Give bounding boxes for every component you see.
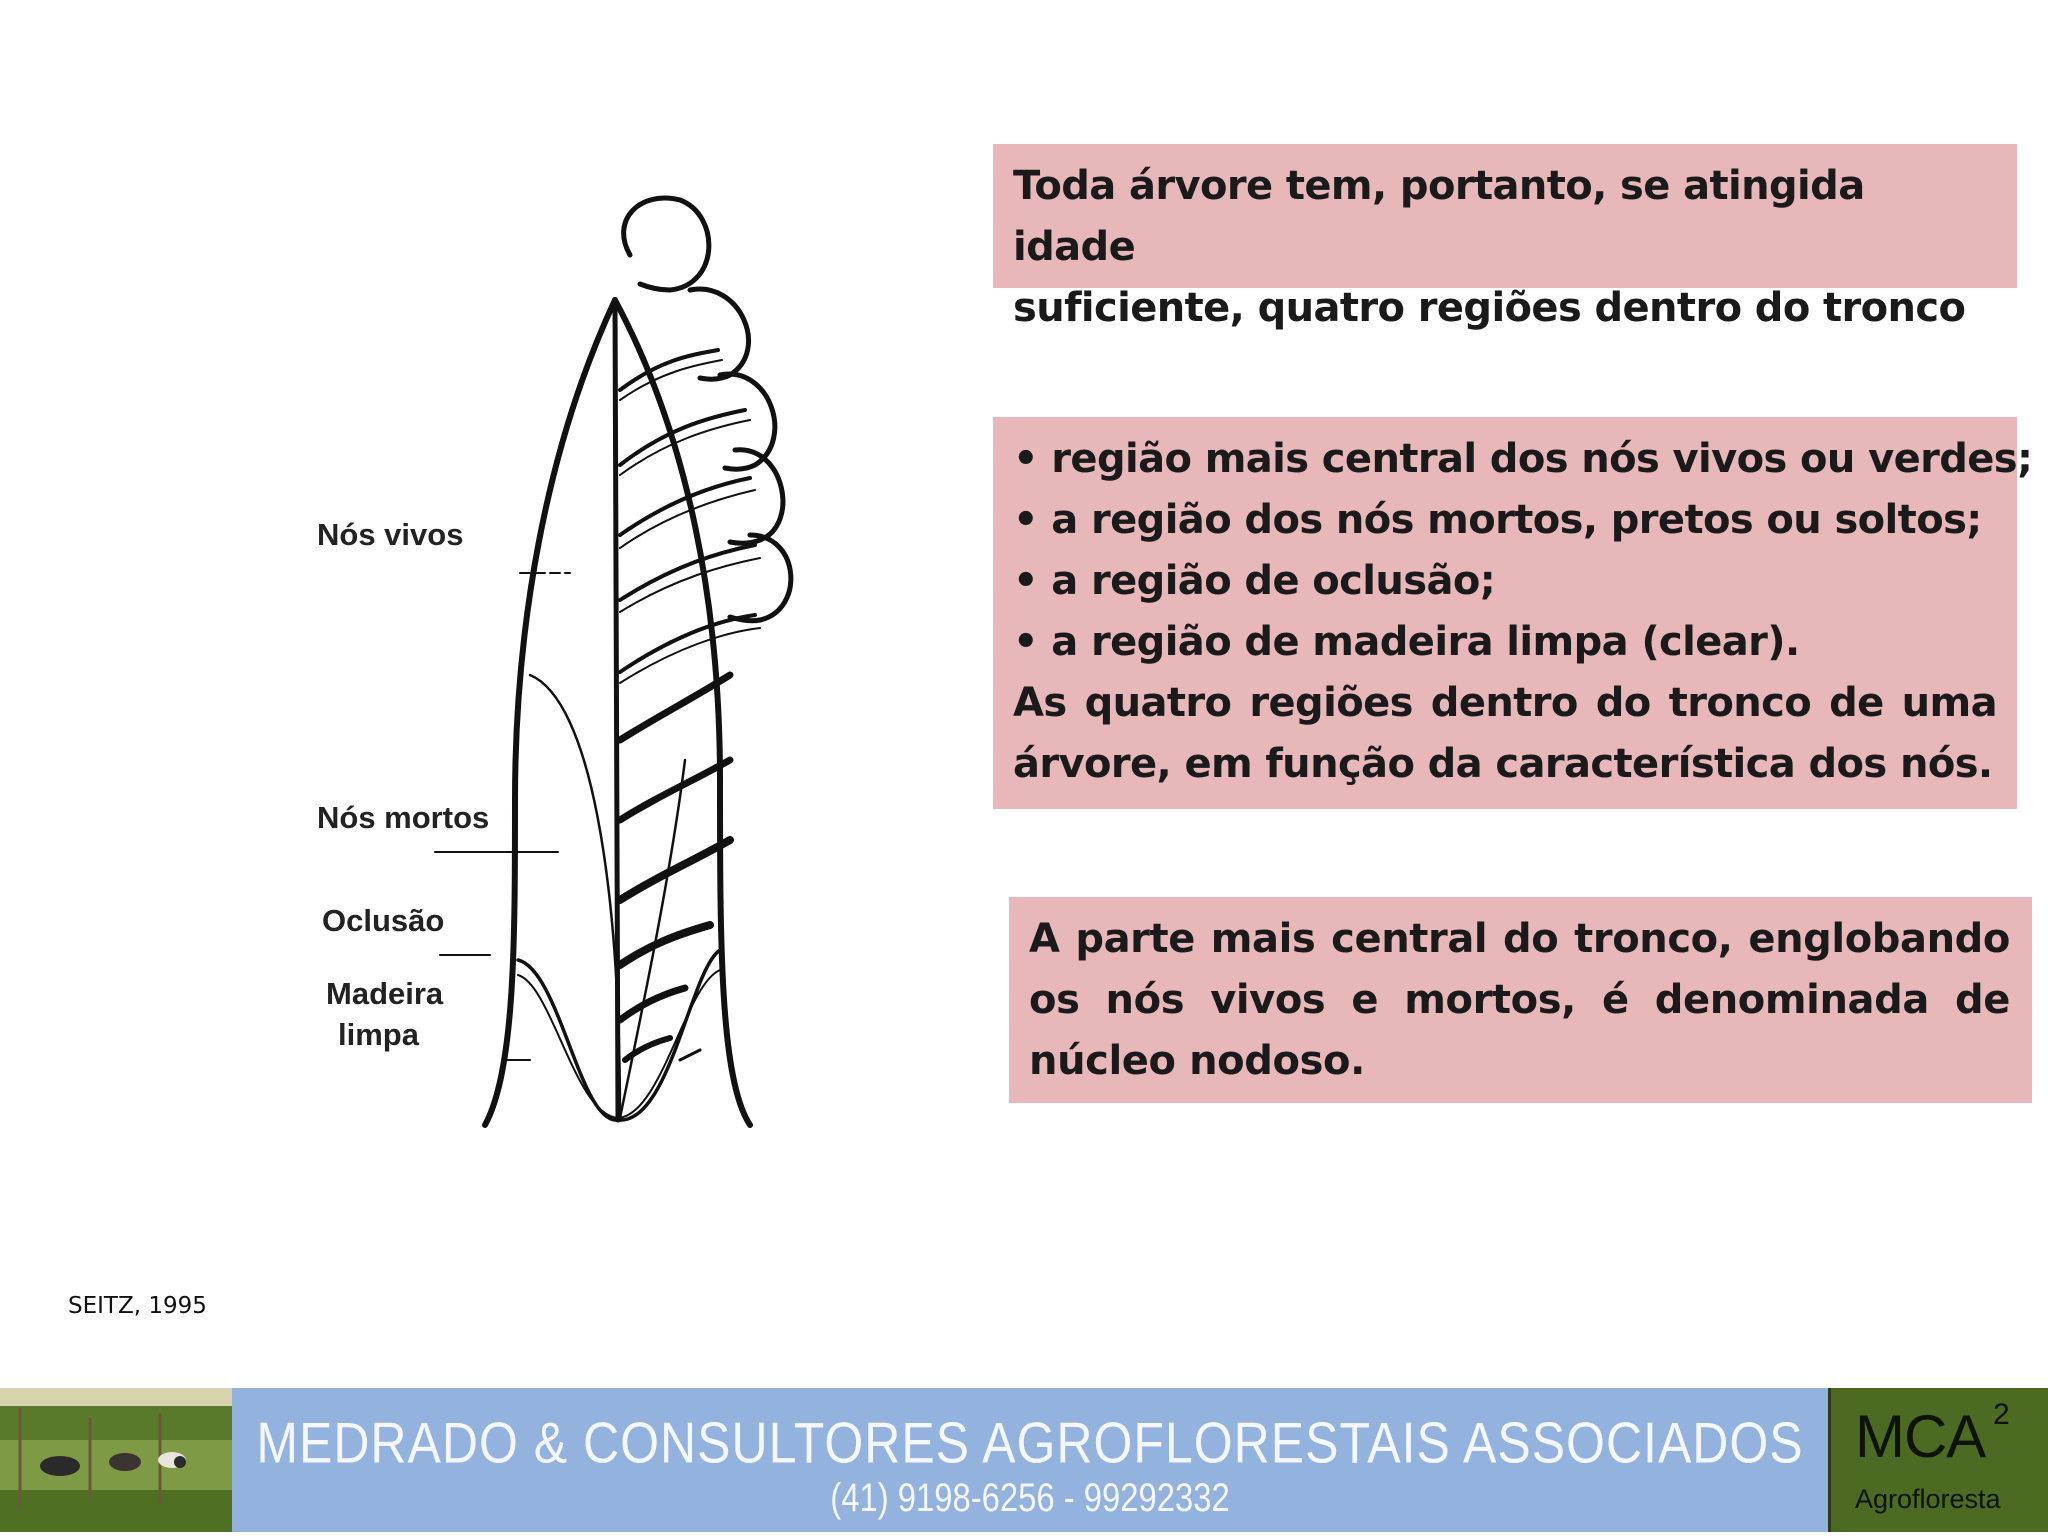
live-branch [620, 628, 760, 683]
region-bullet: • a região de madeira limpa (clear). [1013, 619, 1800, 665]
live-branch [620, 558, 760, 612]
footer-company-band [232, 1388, 1828, 1532]
region-bullet: • a região dos nós mortos, pretos ou soltos; [1013, 497, 1982, 543]
label-nos-vivos: Nós vivos [317, 517, 464, 552]
live-branch [620, 615, 755, 672]
intro-text-box [993, 144, 2017, 331]
citation: SEITZ, 1995 [68, 1293, 207, 1319]
region-bullet: • a região de oclusão; [1013, 558, 1496, 604]
logo-main-text: MCA [1855, 1403, 1986, 1470]
dead-knot [620, 925, 710, 965]
knot-core-text-box: A parte mais central do tronco, englobando os nós vivos e mortos, é denominada de núcleo nodoso. [1009, 897, 2032, 1103]
label-madeira: Madeira [326, 976, 444, 1011]
crown-loop-3 [720, 374, 775, 469]
footer-photo [0, 1388, 232, 1532]
regions-text-box [993, 417, 2033, 809]
regions-paragraph: As quatro regiões dentro do tronco de uma árvore, em função da característica dos nós. [1013, 680, 1997, 787]
dead-knot [620, 988, 685, 1020]
dead-knot [680, 1050, 700, 1060]
label-limpa: limpa [338, 1017, 419, 1052]
label-oclusao: Oclusão [322, 903, 445, 938]
company-phone: (41) 9198-6256 - 99292332 [830, 1476, 1230, 1520]
live-branch [620, 410, 745, 465]
footer-banner [0, 1388, 2048, 1532]
dead-knot [620, 675, 730, 740]
mca-logo [1828, 1388, 2048, 1532]
live-branch [620, 350, 718, 390]
live-branch [620, 545, 755, 600]
trunk-knot-diagram [290, 180, 890, 1150]
dead-knot-cone-left [530, 675, 620, 1118]
company-name: MEDRADO & CONSULTORES AGROFLORESTAIS ASSOCIADOS [256, 1410, 1804, 1476]
trunk-diagram-svg [290, 180, 890, 1150]
intro-line-1: Toda árvore tem, portanto, se atingida idade [1013, 163, 1865, 270]
crown-loop-1 [624, 198, 709, 290]
label-nos-mortos: Nós mortos [317, 800, 490, 835]
intro-line-2: suficiente, quatro regiões dentro do tronco [1013, 285, 1966, 331]
logo-subtitle: Agrofloresta [1855, 1484, 2001, 1514]
logo-superscript: 2 [1993, 1398, 2010, 1431]
dead-knot [620, 760, 730, 820]
dead-knot [620, 840, 730, 900]
pasture-photo [0, 1388, 232, 1532]
dead-knot [625, 1038, 670, 1060]
region-bullet: • região mais central dos nós vivos ou verdes; [1013, 436, 2033, 482]
